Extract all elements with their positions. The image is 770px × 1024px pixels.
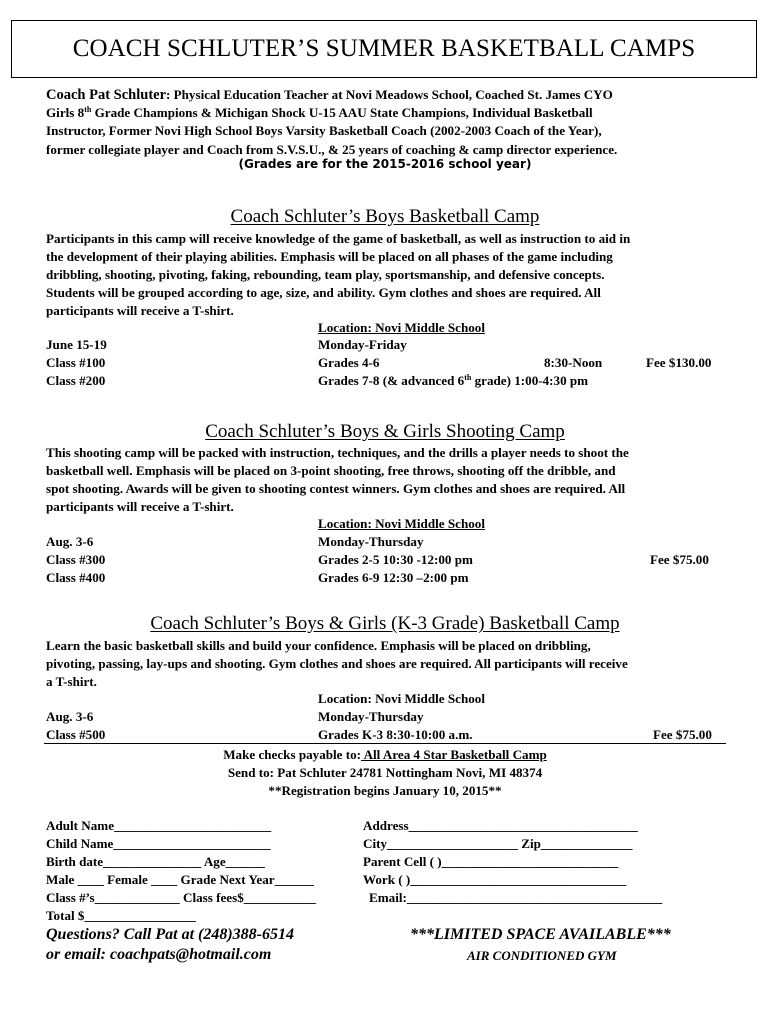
bio-line-1: Coach Pat Schluter: Physical Education Teacher at Novi Meadows School, Coached St. James CYO (46, 87, 613, 103)
camp1-desc-line: participants will receive a T-shirt. (46, 303, 234, 318)
camp1-dates: June 15-19 (46, 337, 107, 352)
camp2-dates: Aug. 3-6 (46, 534, 94, 549)
child-name-field[interactable]: Child Name________________________ (46, 836, 271, 851)
birth-date-age-field[interactable]: Birth date_______________ Age______ (46, 854, 265, 869)
camp3-class-500-info: Grades K-3 8:30-10:00 a.m. (318, 727, 473, 742)
camp1-title: Coach Schluter’s Boys Basketball Camp (230, 206, 540, 227)
camp1-days: Monday-Friday (318, 337, 407, 352)
camp3-days: Monday-Thursday (318, 709, 424, 724)
camp2-class-400: Class #400 (46, 570, 106, 585)
camp1-location: Location: Novi Middle School (318, 320, 485, 335)
camp3-desc-line: Learn the basic basketball skills and build your confidence. Emphasis will be placed on dribbling, (46, 638, 591, 653)
bio-line-4: former collegiate player and Coach from S.V.S.U., & 25 years of coaching & camp director experience. (46, 141, 618, 157)
email-field[interactable]: Email:_______________________________________ (369, 890, 663, 905)
total-field[interactable]: Total $_________________ (46, 908, 196, 923)
camp3-location: Location: Novi Middle School (318, 691, 485, 706)
address-field[interactable]: Address___________________________________ (363, 818, 638, 833)
air-conditioned-note: AIR CONDITIONED GYM (467, 948, 617, 963)
city-zip-field[interactable]: City____________________ Zip______________ (363, 836, 633, 851)
title-box (11, 20, 757, 78)
page-title: COACH SCHLUTER’S SUMMER BASKETBALL CAMPS (72, 35, 696, 62)
camp3-desc-line: a T-shirt. (46, 674, 97, 689)
camp2-title: Coach Schluter’s Boys & Girls Shooting Camp (205, 421, 565, 442)
camp1-class-100: Class #100 (46, 355, 106, 370)
grades-note: (Grades are for the 2015-2016 school year) (238, 157, 532, 171)
camp1-description (46, 230, 726, 320)
camp2-desc-line: This shooting camp will be packed with instruction, techniques, and the drills a player needs to shoot the (46, 445, 629, 460)
divider-line (44, 743, 726, 744)
class-fees-field[interactable]: Class #’s_____________ Class fees$___________ (46, 890, 316, 905)
camp2-desc-line: spot shooting. Awards will be given to shooting contest winners. Gym clothes and shoes are required. All (46, 481, 626, 496)
payee: All Area 4 Star Basketball Camp (361, 747, 547, 762)
camp1-class-100-grades: Grades 4-6 (318, 355, 380, 370)
coach-name: Coach Pat Schluter (46, 87, 167, 103)
checks-payable-line: Make checks payable to: All Area 4 Star Basketball Camp (223, 747, 547, 762)
camp3-dates: Aug. 3-6 (46, 709, 94, 724)
camp1-desc-line: Students will be grouped according to age, size, and ability. Gym clothes and shoes are required. All (46, 285, 601, 300)
camp2-location: Location: Novi Middle School (318, 516, 485, 531)
mailing-address: Send to: Pat Schluter 24781 Nottingham Novi, MI 48374 (227, 765, 543, 780)
camp2-class-300-info: Grades 2-5 10:30 -12:00 pm (318, 552, 473, 567)
bio-line-2: Girls 8th Grade Champions & Michigan Shock U-15 AAU State Champions, Individual Basketball (46, 105, 593, 121)
camp3-description (46, 637, 726, 691)
camp3-fee: Fee $75.00 (653, 727, 712, 742)
contact-email: or email: coachpats@hotmail.com (46, 946, 272, 963)
camp2-fee: Fee $75.00 (650, 552, 709, 567)
camp2-description (46, 444, 726, 516)
camp2-class-300: Class #300 (46, 552, 106, 567)
parent-cell-field[interactable]: Parent Cell ( )___________________________ (363, 854, 619, 869)
questions-phone: Questions? Call Pat at (248)388-6514 (46, 926, 295, 943)
camp1-fee: Fee $130.00 (646, 355, 712, 370)
camp1-desc-line: dribbling, shooting, pivoting, faking, rebounding, team play, sportsmanship, and defensive concepts. (46, 267, 605, 282)
camp3-desc-line: pivoting, passing, lay-ups and shooting. Gym clothes and shoes are required. All participants will receive (46, 656, 628, 671)
camp1-class-200: Class #200 (46, 373, 106, 388)
work-phone-field[interactable]: Work ( )_________________________________ (363, 872, 627, 887)
camp1-class-100-time: 8:30-Noon (544, 355, 603, 370)
camp1-desc-line: Participants in this camp will receive knowledge of the game of basketball, as well as instruction to aid in (46, 231, 631, 246)
camp2-desc-line: participants will receive a T-shirt. (46, 499, 234, 514)
camp1-desc-line: the development of their playing abilities. Emphasis will be placed on all phases of the game including (46, 249, 613, 264)
camp3-class-500: Class #500 (46, 727, 106, 742)
adult-name-field[interactable]: Adult Name________________________ (46, 818, 272, 833)
camp2-days: Monday-Thursday (318, 534, 424, 549)
camp3-title: Coach Schluter’s Boys & Girls (K-3 Grade) Basketball Camp (150, 613, 620, 634)
camp1-class-200-info: Grades 7-8 (& advanced 6th grade) 1:00-4:30 pm (318, 373, 589, 388)
registration-date: **Registration begins January 10, 2015** (268, 783, 502, 798)
gender-grade-field[interactable]: Male ____ Female ____ Grade Next Year______ (46, 872, 314, 887)
coach-bio (46, 86, 726, 159)
limited-space-note: ***LIMITED SPACE AVAILABLE*** (410, 926, 671, 943)
camp2-desc-line: basketball well. Emphasis will be placed on 3-point shooting, free throws, shooting off the dribble, and (46, 463, 616, 478)
camp2-class-400-info: Grades 6-9 12:30 –2:00 pm (318, 570, 469, 585)
bio-line-3: Instructor, Former Novi High School Boys Varsity Basketball Coach (2002-2003 Coach of the Year), (46, 123, 602, 139)
